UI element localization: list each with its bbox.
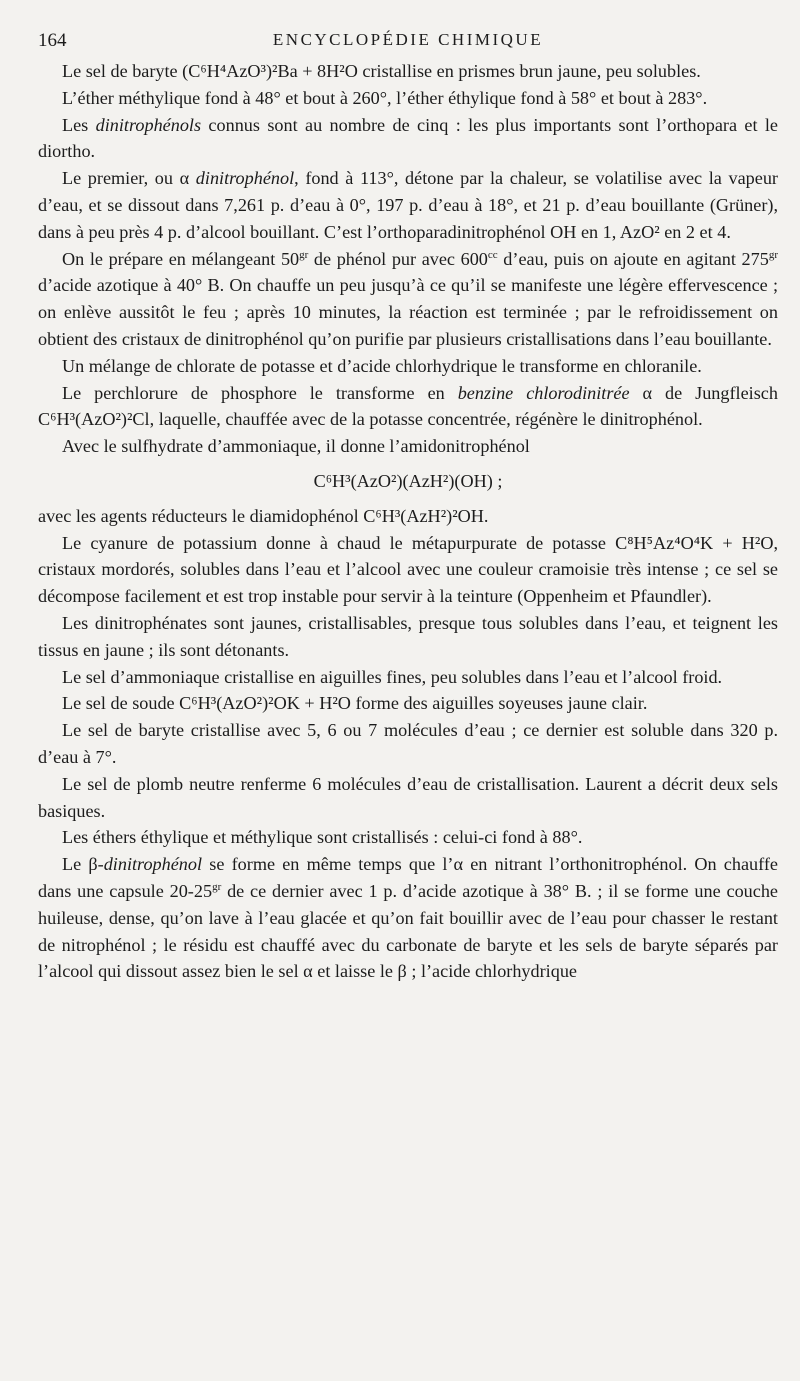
paragraph: Le sel de soude C⁶H³(AzO²)²OK + H²O forme des aiguilles soyeuses jaune clair. — [62, 693, 648, 714]
paragraph: On le prépare en mélangeant $50^{gr}$ de phénol pur avec $600^{cc}$ d’eau, puis on ajoute en agitant $275^{gr}$ d’acide azotique à 40° B. On chauffe un peu jusqu’à ce qu’il se manifeste une légère effervescence ; on enlève aussitôt le feu ; après 10 minutes, la réaction est terminée ; par le refroidissement on obtient des cristaux de dinitrophénol qu’on purifie par plusieurs cristallisations dans l’eau bouillante. — [38, 248, 778, 349]
page-number: 164 — [38, 30, 67, 51]
paragraph: Le sel de baryte cristallise avec 5, 6 ou 7 molécules d’eau ; ce dernier est soluble dans 320 p. d’eau à 7°. — [38, 720, 778, 767]
paragraph: L’éther méthylique fond à 48° et bout à 260°, l’éther éthylique fond à 58° et bout à 283°. — [62, 87, 708, 108]
paragraph: Le perchlorure de phosphore le transforme en benzine chlorodinitrée α de Jungfleisch C⁶H³(AzO²)²Cl, laquelle, chauffée avec de la potasse concentrée, régénère le dinitrophénol. — [38, 382, 778, 430]
paragraph: avec les agents réducteurs le diamidophénol C⁶H³(AzH²)²OH. — [38, 505, 489, 526]
paragraph: Un mélange de chlorate de potasse et d’acide chlorhydrique le transforme en chloranile. — [62, 355, 702, 376]
paragraph: Les dinitrophénates sont jaunes, cristallisables, presque tous solubles dans l’eau, et teignent les tissus en jaune ; ils sont détonants. — [38, 612, 778, 660]
page-header — [38, 22, 778, 58]
body-text — [38, 58, 778, 985]
paragraph: Les dinitrophénols connus sont au nombre de cinq : les plus importants sont l’orthopara et le diortho. — [38, 114, 779, 162]
paragraph: Le β-dinitrophénol se forme en même temps que l’α en nitrant l’orthonitrophénol. On chauffe dans une capsule $20-25^{gr}$ de ce dernier avec 1 p. d’acide azotique à 38° B. ; il se forme une couche huileuse, dense, qu’on lave à l’eau glacée et qu’on fait bouillir avec de l’eau pour chasser le restant de nitrophénol ; le résidu est chauffé avec du carbonate de baryte et les sels de baryte séparés par l’alcool qui dissout assez bien le sel α et laisse le β ; l’acide chlorhydrique — [38, 854, 778, 982]
paragraph: Le cyanure de potassium donne à chaud le métapurpurate de potasse C⁸H⁵Az⁴O⁴K + H²O, cristaux mordorés, solubles dans l’eau et l’alcool avec une couleur cramoisie très intense ; ce sel se décompose facilement et est trop instable pour servir à la teinture (Oppenheim et Pfaundler). — [38, 532, 778, 607]
paragraph: Le sel de baryte (C⁶H⁴AzO³)²Ba + 8H²O cristallise en prismes brun jaune, peu solubles. — [62, 61, 701, 81]
paragraph: Avec le sulfhydrate d’ammoniaque, il donne l’amidonitrophénol — [62, 436, 530, 457]
running-title: ENCYCLOPÉDIE CHIMIQUE — [272, 30, 544, 49]
paragraph: Le premier, ou α dinitrophénol, fond à 113°, détone par la chaleur, se volatilise avec la vapeur d’eau, et se dissout dans 7,261 p. d’eau à 0°, 197 p. d’eau à 18°, et 21 p. d’eau bouillante (Grüner), dans à peu près 4 p. d’alcool bouillant. C’est l’orthoparadinitrophénol OH en 1, AzO² en 2 et 4. — [38, 168, 778, 242]
paragraph: Les éthers éthylique et méthylique sont cristallisés : celui-ci fond à 88°. — [62, 827, 583, 848]
formula-line: C⁶H³(AzO²)(AzH²)(OH) ; — [313, 470, 503, 491]
paragraph: Le sel de plomb neutre renferme 6 molécules d’eau de cristallisation. Laurent a décrit deux sels basiques. — [38, 773, 778, 821]
paragraph: Le sel d’ammoniaque cristallise en aiguilles fines, peu solubles dans l’eau et l’alcool froid. — [62, 666, 723, 687]
